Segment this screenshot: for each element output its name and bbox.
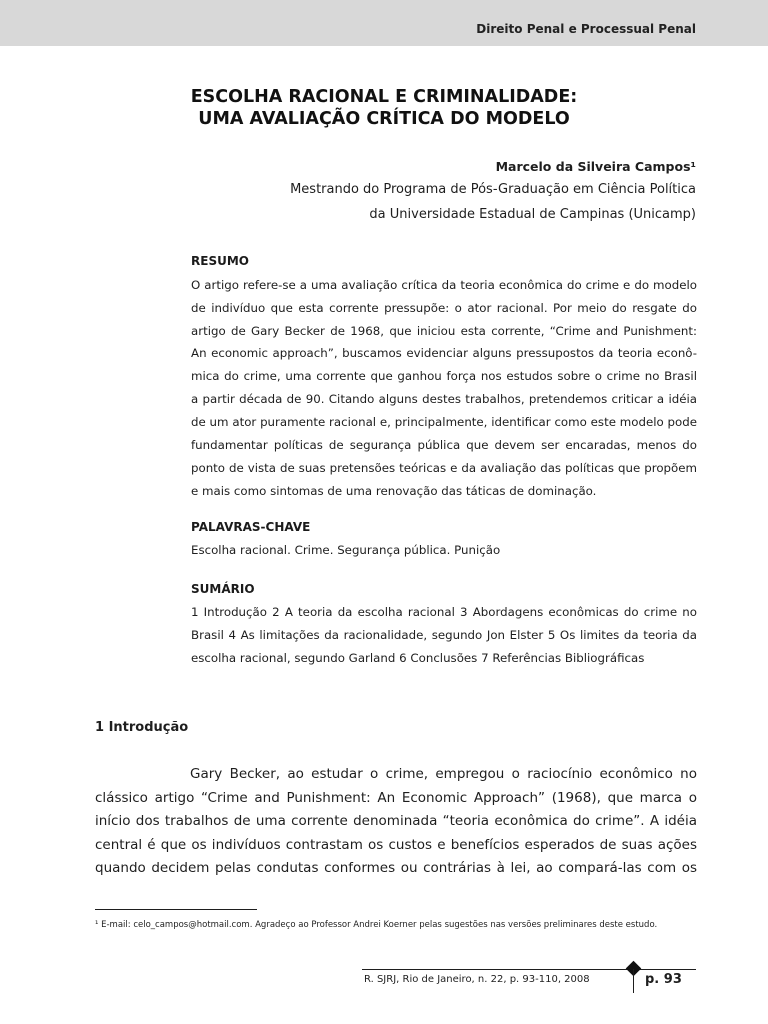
author-name: Marcelo da Silveira Campos¹ [495, 159, 696, 174]
summary-line: escolha racional, segundo Garland 6 Conclusões 7 Referências Bibliográficas [191, 651, 645, 665]
body-line: clássico artigo “Crime and Punishment: An Economic Approach” (1968), que marca o [95, 790, 697, 806]
body-line: quando decidem pelas condutas conformes ou contrárias à lei, ao compará-las com os [95, 860, 697, 876]
running-header-section: Direito Penal e Processual Penal [476, 22, 696, 36]
resumo-heading: RESUMO [191, 254, 249, 268]
abstract-line: fundamentar políticas de segurança pública que devem ser encaradas, menos do [191, 438, 697, 452]
footer-divider [633, 969, 634, 993]
palavras-chave-text: Escolha racional. Crime. Segurança pública. Punição [191, 543, 501, 557]
abstract-line: ponto de vista de suas pretensões teóricas e da avaliação das políticas que propõem [191, 461, 697, 475]
abstract-line: e mais como sintomas de uma renovação das táticas de dominação. [191, 484, 597, 498]
abstract-line: a partir década de 90. Citando alguns destes trabalhos, pretendemos criticar a idéia [191, 392, 697, 406]
article-title-line-2: UMA AVALIAÇÃO CRÍTICA DO MODELO [198, 109, 570, 129]
abstract-line: de indivíduo que esta corrente pressupõe: o ator racional. Por meio do resgate do [191, 301, 697, 315]
author-affiliation-line-1: Mestrando do Programa de Pós-Graduação em Ciência Política [290, 182, 696, 197]
footnote: ¹ E-mail: celo_campos@hotmail.com. Agradeço ao Professor Andrei Koerner pelas sugestões nas versões preliminares deste estudo. [95, 920, 658, 930]
body-line: Gary Becker, ao estudar o crime, empregou o raciocínio econômico no [190, 766, 697, 782]
abstract-line: de um ator puramente racional e, principalmente, identificar como este modelo pode [191, 415, 697, 429]
body-line: início dos trabalhos de uma corrente denominada “teoria econômica do crime”. A idéia [95, 813, 697, 829]
summary-line: Brasil 4 As limitações da racionalidade, segundo Jon Elster 5 Os limites da teoria da [191, 628, 697, 642]
summary-line: 1 Introdução 2 A teoria da escolha racional 3 Abordagens econômicas do crime no [191, 605, 697, 619]
abstract-line: artigo de Gary Becker de 1968, que iniciou esta corrente, “Crime and Punishment: [191, 324, 697, 338]
page-number: p. 93 [645, 972, 682, 987]
introducao-heading: 1 Introdução [95, 720, 189, 735]
abstract-line: O artigo refere-se a uma avaliação crítica da teoria econômica do crime e do modelo [191, 278, 697, 292]
abstract-line: mica do crime, uma corrente que ganhou força nos estudos sobre o crime no Brasil [191, 369, 697, 383]
palavras-chave-heading: PALAVRAS-CHAVE [191, 520, 311, 534]
author-affiliation-line-2: da Universidade Estadual de Campinas (Unicamp) [369, 207, 696, 222]
article-title-line-1: ESCOLHA RACIONAL E CRIMINALIDADE: [190, 87, 578, 107]
sumario-heading: SUMÁRIO [191, 582, 255, 596]
abstract-line: An economic approach”, buscamos evidenciar alguns pressupostos da teoria econô- [191, 346, 697, 360]
footer-rule [362, 969, 696, 970]
footer-citation: R. SJRJ, Rio de Janeiro, n. 22, p. 93-110, 2008 [364, 974, 590, 985]
body-line: central é que os indivíduos contrastam os custos e benefícios esperados de suas ações [95, 837, 697, 853]
footnote-separator [95, 909, 257, 910]
